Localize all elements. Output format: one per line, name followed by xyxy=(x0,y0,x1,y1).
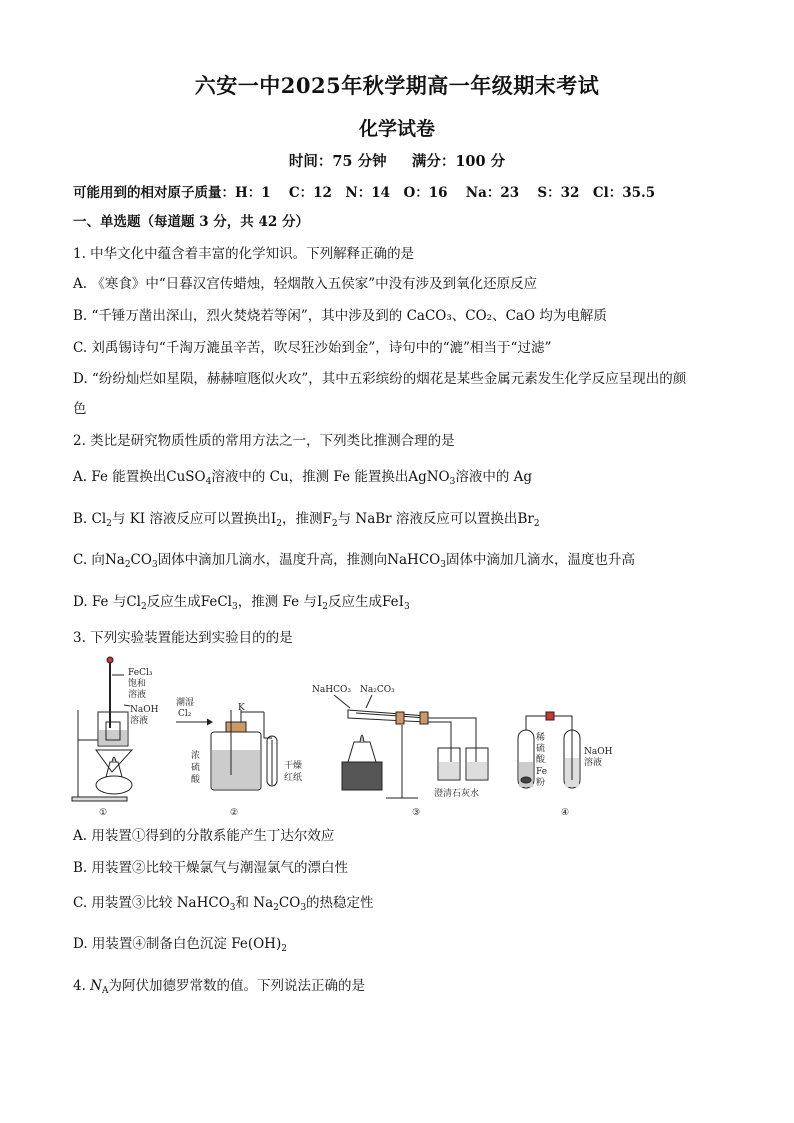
svg-text:潮湿: 潮湿 xyxy=(176,698,195,708)
svg-text:粉: 粉 xyxy=(536,778,546,788)
q1-stem: 1. 中华文化中蕴含着丰富的化学知识。下列解释正确的是 xyxy=(73,246,415,262)
q3-option-c: C. 用装置③比较 NaHCO$_3$和 $Na_2CO_3$的热稳定性 xyxy=(73,895,374,913)
fig-label-4: ④ xyxy=(561,808,570,818)
exam-meta xyxy=(0,150,794,171)
subject-title: 化学试卷 xyxy=(358,118,435,140)
svg-text:NaOH: NaOH xyxy=(584,747,613,757)
atomic-masses: 可能用到的相对原子质量：H：1 C：12 N：14 O：16 Na：23 S：32 Cl：35.5 xyxy=(73,185,656,201)
svg-text:干燥: 干燥 xyxy=(284,761,303,771)
q3-option-b: B. 用装置②比较干燥氯气与潮湿氯气的漂白性 xyxy=(73,860,349,876)
score-label: 满分：100 分 xyxy=(411,153,506,170)
svg-text:稀: 稀 xyxy=(536,733,546,743)
svg-text:NaOH: NaOH xyxy=(130,705,159,715)
svg-text:Fe: Fe xyxy=(536,767,548,777)
q1-option-d-cont: 色 xyxy=(73,401,87,417)
apparatus-1 xyxy=(72,657,159,818)
svg-text:溶液: 溶液 xyxy=(130,716,149,726)
q3-apparatus-figure xyxy=(66,650,626,825)
svg-text:浓: 浓 xyxy=(191,751,201,761)
svg-text:Cl₂: Cl₂ xyxy=(178,709,192,719)
svg-text:饱和: 饱和 xyxy=(128,679,147,689)
svg-text:硫: 硫 xyxy=(536,744,546,754)
section-heading: 一、单选题（每道题 3 分，共 42 分） xyxy=(73,214,309,230)
q2-option-b: B. $Cl_2$与 KI 溶液反应可以置换出$I_2$，推测$F_2$与 NaBr 溶液反应可以置换出$Br_2$ xyxy=(73,511,540,529)
q3-stem: 3. 下列实验装置能达到实验目的的是 xyxy=(73,630,293,646)
svg-text:硫: 硫 xyxy=(191,763,201,773)
q3-option-d: D. 用装置④制备白色沉淀 $Fe(OH)_2$ xyxy=(73,936,287,954)
svg-text:Na₂CO₃: Na₂CO₃ xyxy=(360,685,395,695)
svg-text:K: K xyxy=(238,703,245,713)
q2-option-d: D. Fe 与$Cl_2$反应生成FeCl$_3$，推测 Fe 与$I_2$反应生成FeI$_3$ xyxy=(73,594,410,612)
svg-text:溶液: 溶液 xyxy=(584,758,603,768)
q3-option-a: A. 用装置①得到的分散系能产生丁达尔效应 xyxy=(73,828,335,844)
q2-stem: 2. 类比是研究物质性质的常用方法之一，下列类比推测合理的是 xyxy=(73,433,455,449)
svg-text:溶液: 溶液 xyxy=(128,690,147,700)
svg-text:酸: 酸 xyxy=(191,775,201,785)
svg-text:澄清石灰水: 澄清石灰水 xyxy=(434,789,480,799)
q1-option-a: A. 《寒食》中“日暮汉宫传蜡烛，轻烟散入五侯家”中没有涉及到氧化还原反应 xyxy=(73,276,538,292)
time-label: 时间：75 分钟 xyxy=(288,153,387,170)
apparatus-3 xyxy=(312,685,488,818)
fig-label-fecl3: FeCl₃ xyxy=(128,668,153,678)
q2-option-c: C. 向$Na_2CO_3$固体中滴加几滴水，温度升高，推测向NaHCO$_3$固体中滴加几滴水，温度也升高 xyxy=(73,552,635,570)
apparatus-4 xyxy=(518,712,613,818)
svg-text:酸: 酸 xyxy=(536,755,546,765)
exam-title: 六安一中2025年秋学期高一年级期末考试 xyxy=(194,73,600,98)
q4-stem: 4. $N_A$为阿伏加德罗常数的值。下列说法正确的是 xyxy=(73,978,365,996)
fig-label-1: ① xyxy=(99,808,108,818)
svg-text:红纸: 红纸 xyxy=(284,773,303,783)
q2-option-a: A. Fe 能置换出CuSO$_4$溶液中的 Cu，推测 Fe 能置换出AgNO$_3$溶液中的 Ag xyxy=(73,469,533,487)
fig-label-2: ② xyxy=(230,808,239,818)
fig-label-3: ③ xyxy=(412,808,421,818)
svg-text:NaHCO₃: NaHCO₃ xyxy=(312,685,351,695)
q1-option-b: B. “千锤万凿出深山，烈火焚烧若等闲”，其中涉及到的 CaCO₃、CO₂、CaO 均为电解质 xyxy=(73,308,607,324)
q1-option-c: C. 刘禹锡诗句“千淘万漉虽辛苦，吹尽狂沙始到金”，诗句中的“漉”相当于“过滤” xyxy=(73,340,552,356)
apparatus-2 xyxy=(176,696,302,818)
q1-option-d: D. “纷纷灿烂如星陨，赫赫喧豗似火攻”，其中五彩缤纷的烟花是某些金属元素发生化学反应呈现出的颜 xyxy=(73,371,687,387)
